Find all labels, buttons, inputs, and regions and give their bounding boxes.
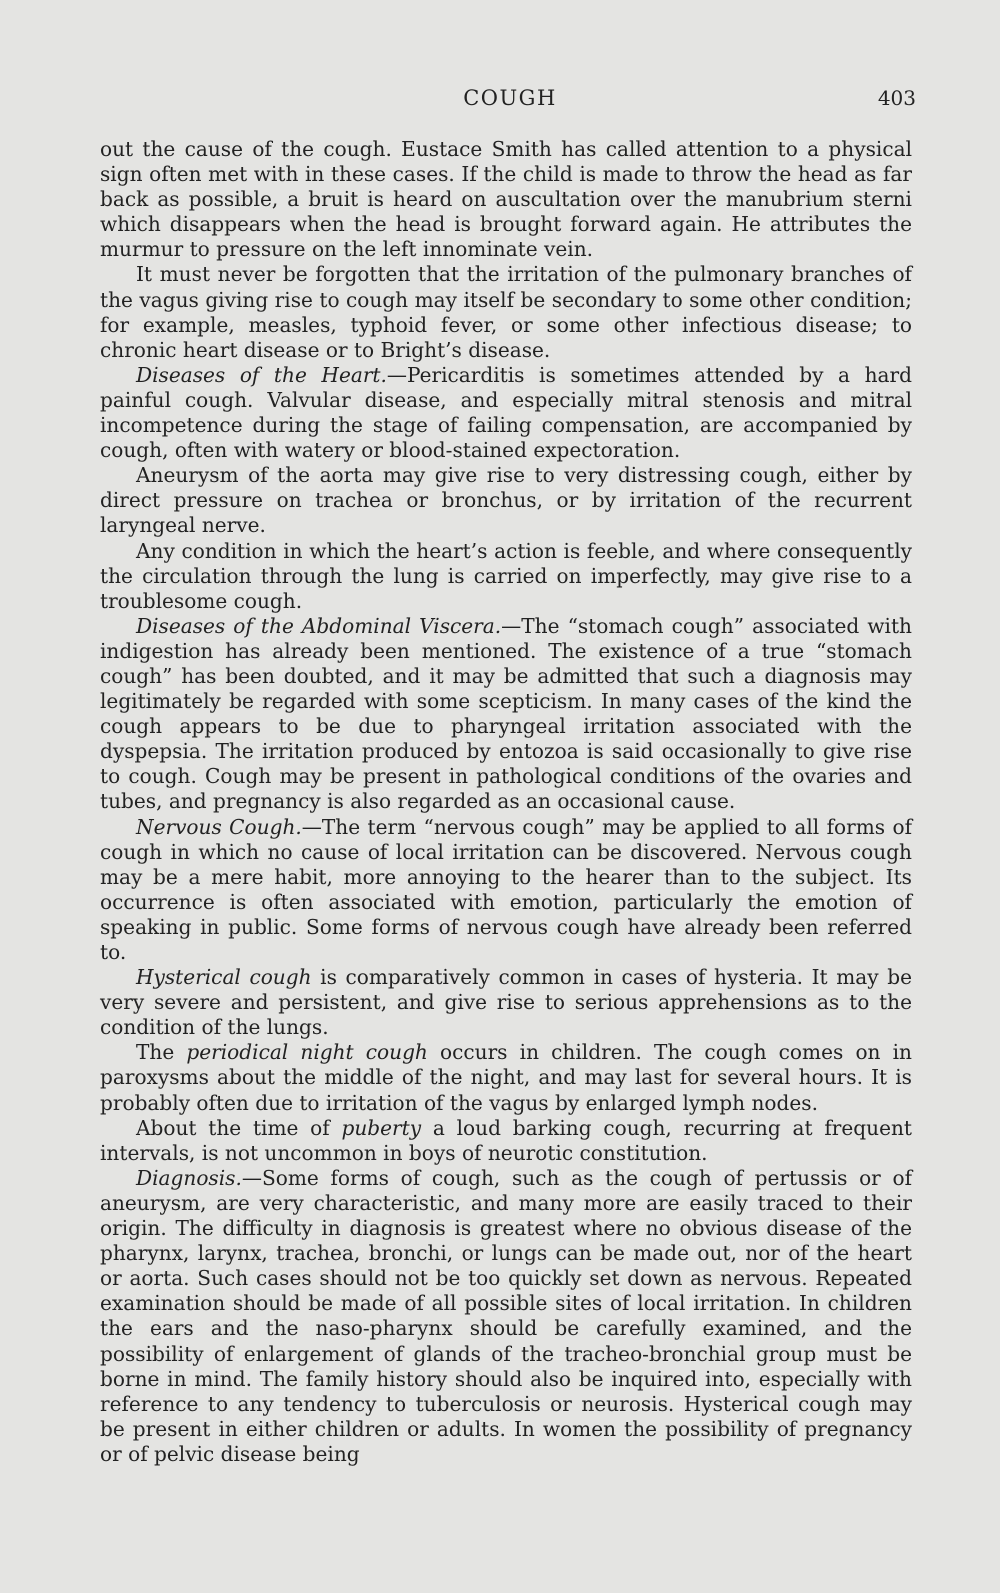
running-title: COUGH: [463, 86, 557, 110]
paragraph-text: a loud barking cough, recurring at frequent intervals, is not uncommon in boys of neurotic constitution.: [100, 1115, 912, 1165]
paragraph: [100, 137, 912, 262]
section-heading: Diseases of the Abdominal Viscera.: [136, 613, 502, 638]
page-number: 403: [877, 86, 916, 110]
running-head: [104, 86, 916, 118]
paragraph-text: out the cause of the cough. Eustace Smith has called attention to a physical sign often met with in these cases. If the child is made to throw the head as far back as possible, a bruit is heard on auscultation over the manubrium sterni which disappears when the head is brought forward again. He attributes the murmur to pressure on the left innominate vein.: [100, 137, 912, 262]
section-heading: Diagnosis.: [136, 1165, 242, 1190]
italic-term: periodical night cough: [186, 1040, 428, 1065]
paragraph-text: occurs in children. The cough comes on in paroxysms about the middle of the night, and may last for several hours. It is probably often due to irritation of the vagus by enlarged lymph nodes.: [100, 1040, 912, 1115]
paragraph-text: It must never be forgotten that the irritation of the pulmonary branches of the vagus giving rise to cough may itself be secondary to some other condition; for example, measles, typhoid fever, or some other infectious disease; to chronic heart disease or to Bright’s disease.: [100, 262, 912, 362]
paragraph-text: —The “stomach cough” associated with indigestion has already been mentioned. The existence of a true “stomach cough” has been doubted, and it may be admitted that such a diagnosis may legitimately be regarded with some scepticism. In many cases of the kind the cough appears to be due to pharyngeal irritation associated with the dyspepsia. The irritation produced by entozoa is said occasionally to give rise to cough. Cough may be present in pathological conditions of the ovaries and tubes, and pregnancy is also regarded as an occasional cause.: [100, 613, 912, 814]
paragraph-text: Any condition in which the heart’s action is feeble, and where consequently the circulation through the lung is carried on imperfectly, may give rise to a troublesome cough.: [100, 538, 912, 613]
paragraph-text: —Pericarditis is sometimes attended by a hard painful cough. Valvular disease, and especially mitral stenosis and mitral incompetence during the stage of failing compensation, are accompanied by cough, often with watery or blood-stained expectoration.: [100, 362, 912, 463]
paragraph: [100, 1040, 912, 1115]
paragraph-text: —Some forms of cough, such as the cough of pertussis or of aneurysm, are very characteristic, and many more are easily traced to their origin. The difficulty in diagnosis is greatest where no obvious disease of the pharynx, larynx, trachea, bronchi, or lungs can be made out, nor of the heart or aorta. Such cases should not be too quickly set down as nervous. Repeated examination should be made of all possible sites of local irritation. In children the ears and the naso-pharynx should be carefully examined, and the possibility of enlargement of glands of the tracheo-bronchial group must be borne in mind. The family history should also be inquired into, especially with reference to any tendency to tuberculosis or neurosis. Hysterical cough may be present in either children or adults. In women the possibility of pregnancy or of pelvic disease being: [100, 1165, 912, 1466]
paragraph-text: —The term “nervous cough” may be applied to all forms of cough in which no cause of local irritation can be discovered. Nervous cough may be a mere habit, more annoying to the hearer than to the subject. Its occurrence is often associated with emotion, particularly the emotion of speaking in public. Some forms of nervous cough have already been referred to.: [100, 814, 913, 964]
paragraph: [100, 463, 912, 538]
section-heading: Diseases of the Heart.: [136, 362, 387, 387]
section-heading: Nervous Cough.: [136, 814, 302, 839]
paragraph-text: About the time of: [136, 1115, 342, 1140]
paragraph: [100, 815, 912, 966]
paragraph: [100, 965, 912, 1040]
paragraph: [100, 363, 912, 463]
paragraph-text: Aneurysm of the aorta may give rise to very distressing cough, either by direct pressure on trachea or bronchus, or by irritation of the recurrent laryngeal nerve.: [100, 463, 912, 538]
paragraph: [100, 539, 912, 614]
italic-term: puberty: [341, 1115, 422, 1140]
paragraph: [100, 262, 912, 362]
paragraph-text: is comparatively common in cases of hysteria. It may be very severe and persistent, and give rise to serious apprehensions as to the condition of the lungs.: [100, 965, 912, 1040]
body-text: [100, 137, 912, 1467]
paragraph-text: The: [136, 1040, 187, 1065]
paragraph: [100, 1116, 912, 1166]
italic-term: Hysterical cough: [136, 965, 312, 990]
paragraph: [100, 614, 912, 815]
paragraph: [100, 1166, 912, 1467]
